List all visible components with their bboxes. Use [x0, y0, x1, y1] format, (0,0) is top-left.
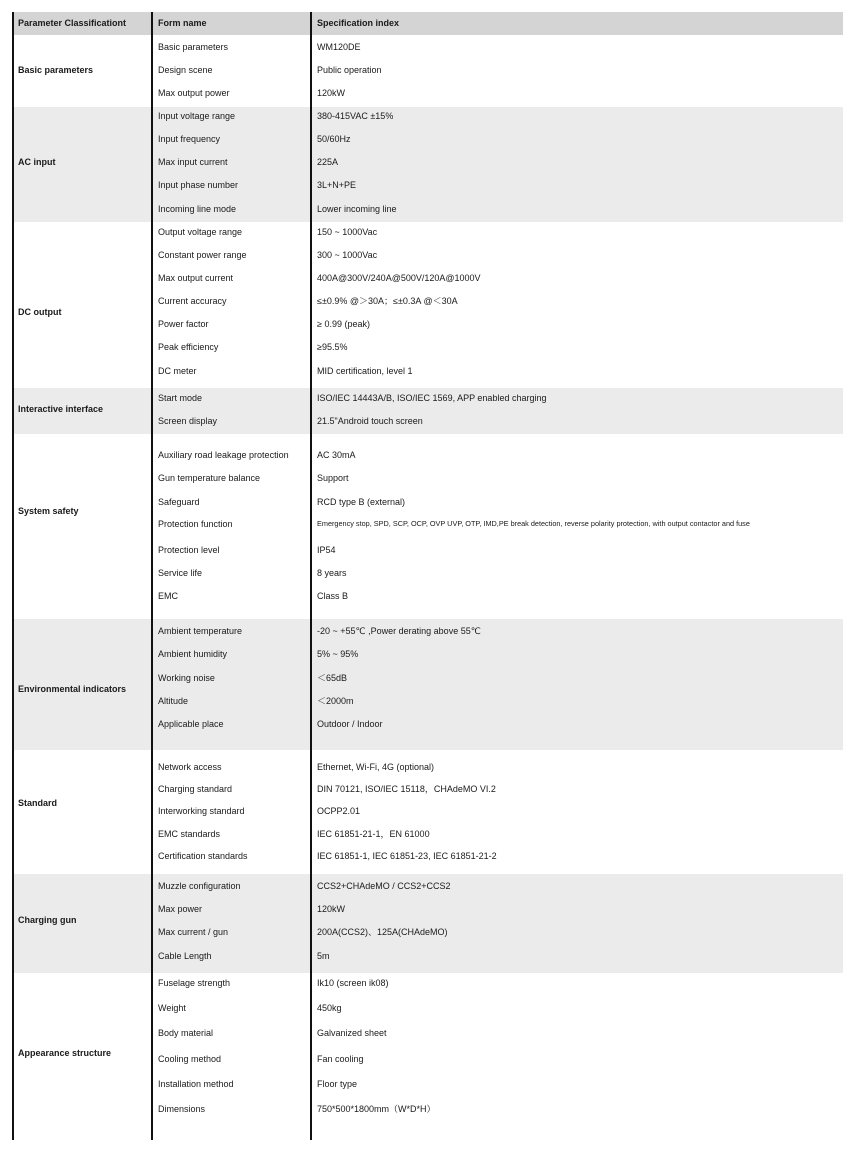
specification-value-cell: 380-415VAC ±15%	[317, 111, 394, 121]
table-row	[12, 717, 843, 731]
table-row	[12, 589, 843, 603]
table-row	[12, 155, 843, 169]
table-row	[12, 1077, 843, 1091]
table-row	[12, 317, 843, 331]
specification-value-cell: IEC 61851-21-1，EN 61000	[317, 829, 430, 839]
table-row	[12, 294, 843, 308]
specification-value-cell: 150 ~ 1000Vac	[317, 227, 378, 237]
form-name-cell: Incoming line mode	[158, 204, 237, 214]
specification-value-cell: Outdoor / Indoor	[317, 719, 383, 729]
table-row	[12, 879, 843, 893]
header-form-name: Form name	[158, 18, 207, 28]
table-row	[12, 178, 843, 192]
specification-value-cell: 300 ~ 1000Vac	[317, 250, 378, 260]
form-name-cell: Max current / gun	[158, 927, 229, 937]
specification-value-cell: Class B	[317, 591, 349, 601]
spec-table	[12, 12, 843, 1140]
form-name-cell: Max input current	[158, 157, 228, 167]
table-row	[12, 782, 843, 796]
table-row	[12, 647, 843, 661]
table-row	[12, 364, 843, 378]
table-row	[12, 340, 843, 354]
section-category-label: Charging gun	[18, 915, 77, 925]
form-name-cell: Start mode	[158, 393, 203, 403]
table-row	[12, 132, 843, 146]
form-name-cell: Body material	[158, 1028, 214, 1038]
form-name-cell: Charging standard	[158, 784, 233, 794]
specification-value-cell: ISO/IEC 14443A/B, ISO/IEC 1569, APP enabled charging	[317, 393, 547, 403]
specification-value-cell: OCPP2.01	[317, 806, 361, 816]
table-row	[12, 624, 843, 638]
form-name-cell: Applicable place	[158, 719, 224, 729]
table-row	[12, 517, 843, 531]
specification-value-cell: IEC 61851-1, IEC 61851-23, IEC 61851-21-2	[317, 851, 497, 861]
form-name-cell: Basic parameters	[158, 42, 229, 52]
specification-value-cell: 50/60Hz	[317, 134, 351, 144]
form-name-cell: Altitude	[158, 696, 189, 706]
specification-value-cell: 400A@300V/240A@500V/120A@1000V	[317, 273, 481, 283]
form-name-cell: Working noise	[158, 673, 215, 683]
table-row	[12, 109, 843, 123]
table-row	[12, 63, 843, 77]
form-name-cell: Fuselage strength	[158, 978, 231, 988]
specification-value-cell: ≤±0.9% @＞30A；≤±0.3A @＜30A	[317, 296, 458, 306]
specification-value-cell: Floor type	[317, 1079, 358, 1089]
table-row	[12, 414, 843, 428]
specification-value-cell: ＜65dB	[317, 673, 348, 683]
table-row	[12, 86, 843, 100]
specification-value-cell: 3L+N+PE	[317, 180, 357, 190]
specification-value-cell: RCD type B (external)	[317, 497, 406, 507]
specification-value-cell: 750*500*1800mm（W*D*H）	[317, 1104, 436, 1114]
section-category-label: System safety	[18, 506, 79, 516]
form-name-cell: Network access	[158, 762, 222, 772]
form-name-cell: Certification standards	[158, 851, 248, 861]
column-divider-left	[12, 12, 14, 1140]
column-divider-2	[310, 12, 312, 1140]
form-name-cell: Service life	[158, 568, 203, 578]
form-name-cell: Protection function	[158, 519, 233, 529]
specification-value-cell: 120kW	[317, 904, 346, 914]
table-row	[12, 827, 843, 841]
table-row	[12, 949, 843, 963]
specification-value-cell: Lower incoming line	[317, 204, 397, 214]
table-header	[12, 12, 843, 35]
section-category-label: AC input	[18, 157, 56, 167]
specification-value-cell: Fan cooling	[317, 1054, 364, 1064]
table-row	[12, 566, 843, 580]
specification-value-cell: 120kW	[317, 88, 346, 98]
table-row	[12, 694, 843, 708]
form-name-cell: Dimensions	[158, 1104, 206, 1114]
form-name-cell: Weight	[158, 1003, 186, 1013]
column-divider-1	[151, 12, 153, 1140]
form-name-cell: Current accuracy	[158, 296, 227, 306]
table-row	[12, 902, 843, 916]
form-name-cell: Constant power range	[158, 250, 247, 260]
table-row	[12, 760, 843, 774]
table-row	[12, 391, 843, 405]
table-row	[12, 1001, 843, 1015]
table-row	[12, 1026, 843, 1040]
form-name-cell: Power factor	[158, 319, 209, 329]
table-row	[12, 225, 843, 239]
form-name-cell: Max output current	[158, 273, 234, 283]
specification-value-cell: AC 30mA	[317, 450, 356, 460]
form-name-cell: Input voltage range	[158, 111, 236, 121]
form-name-cell: EMC standards	[158, 829, 221, 839]
form-name-cell: EMC	[158, 591, 178, 601]
specification-value-cell: -20 ~ +55℃ ,Power derating above 55℃	[317, 626, 481, 636]
specification-value-cell: Emergency stop, SPD, SCP, OCP, OVP UVP, OTP, IMD,PE break detection, reverse polarity protection, with output contactor and fuse	[317, 519, 750, 528]
form-name-cell: Protection level	[158, 545, 220, 555]
form-name-cell: Design scene	[158, 65, 213, 75]
header-specification-index: Specification index	[317, 18, 400, 28]
table-row	[12, 1052, 843, 1066]
section-category-label: Interactive interface	[18, 404, 104, 414]
form-name-cell: Muzzle configuration	[158, 881, 241, 891]
form-name-cell: Input frequency	[158, 134, 221, 144]
specification-value-cell: 200A(CCS2)、125A(CHAdeMO)	[317, 927, 448, 937]
form-name-cell: Safeguard	[158, 497, 200, 507]
specification-value-cell: 21.5"Android touch screen	[317, 416, 423, 426]
table-row	[12, 495, 843, 509]
form-name-cell: Installation method	[158, 1079, 234, 1089]
specification-value-cell: 225A	[317, 157, 339, 167]
specification-value-cell: Ik10 (screen ik08)	[317, 978, 389, 988]
table-row	[12, 849, 843, 863]
form-name-cell: Peak efficiency	[158, 342, 219, 352]
specification-value-cell: DIN 70121, ISO/IEC 15118，CHAdeMO VI.2	[317, 784, 496, 794]
table-row	[12, 1102, 843, 1116]
form-name-cell: Screen display	[158, 416, 218, 426]
specification-value-cell: ≥ 0.99 (peak)	[317, 319, 370, 329]
section-category-label: DC output	[18, 307, 62, 317]
table-row	[12, 543, 843, 557]
section-category-label: Standard	[18, 798, 58, 808]
specification-value-cell: Ethernet, Wi-Fi, 4G (optional)	[317, 762, 435, 772]
form-name-cell: Ambient temperature	[158, 626, 243, 636]
form-name-cell: Input phase number	[158, 180, 239, 190]
table-row	[12, 40, 843, 54]
specification-value-cell: MID certification, level 1	[317, 366, 413, 376]
specification-value-cell: Support	[317, 473, 349, 483]
section-category-label: Basic parameters	[18, 65, 94, 75]
specification-value-cell: 5% ~ 95%	[317, 649, 359, 659]
section-category-label: Environmental indicators	[18, 684, 127, 694]
table-row	[12, 804, 843, 818]
section-category-label: Appearance structure	[18, 1048, 112, 1058]
table-row	[12, 671, 843, 685]
specification-value-cell: ＜2000m	[317, 696, 354, 706]
table-row	[12, 248, 843, 262]
table-row	[12, 471, 843, 485]
table-row	[12, 271, 843, 285]
form-name-cell: Interworking standard	[158, 806, 245, 816]
specification-value-cell: ≥95.5%	[317, 342, 348, 352]
form-name-cell: Auxiliary road leakage protection	[158, 450, 289, 460]
specification-value-cell: WM120DE	[317, 42, 361, 52]
table-row	[12, 202, 843, 216]
specification-value-cell: Public operation	[317, 65, 382, 75]
form-name-cell: Gun temperature balance	[158, 473, 261, 483]
specification-value-cell: Galvanized sheet	[317, 1028, 387, 1038]
specification-value-cell: 8 years	[317, 568, 347, 578]
specification-value-cell: 450kg	[317, 1003, 342, 1013]
specification-value-cell: 5m	[317, 951, 330, 961]
form-name-cell: DC meter	[158, 366, 197, 376]
table-row	[12, 925, 843, 939]
form-name-cell: Cooling method	[158, 1054, 222, 1064]
table-row	[12, 976, 843, 990]
header-parameter-classification: Parameter Classificationt	[18, 18, 127, 28]
form-name-cell: Ambient humidity	[158, 649, 228, 659]
form-name-cell: Max output power	[158, 88, 230, 98]
specification-value-cell: IP54	[317, 545, 336, 555]
specification-value-cell: CCS2+CHAdeMO / CCS2+CCS2	[317, 881, 451, 891]
form-name-cell: Max power	[158, 904, 203, 914]
table-row	[12, 448, 843, 462]
form-name-cell: Output voltage range	[158, 227, 243, 237]
form-name-cell: Cable Length	[158, 951, 212, 961]
